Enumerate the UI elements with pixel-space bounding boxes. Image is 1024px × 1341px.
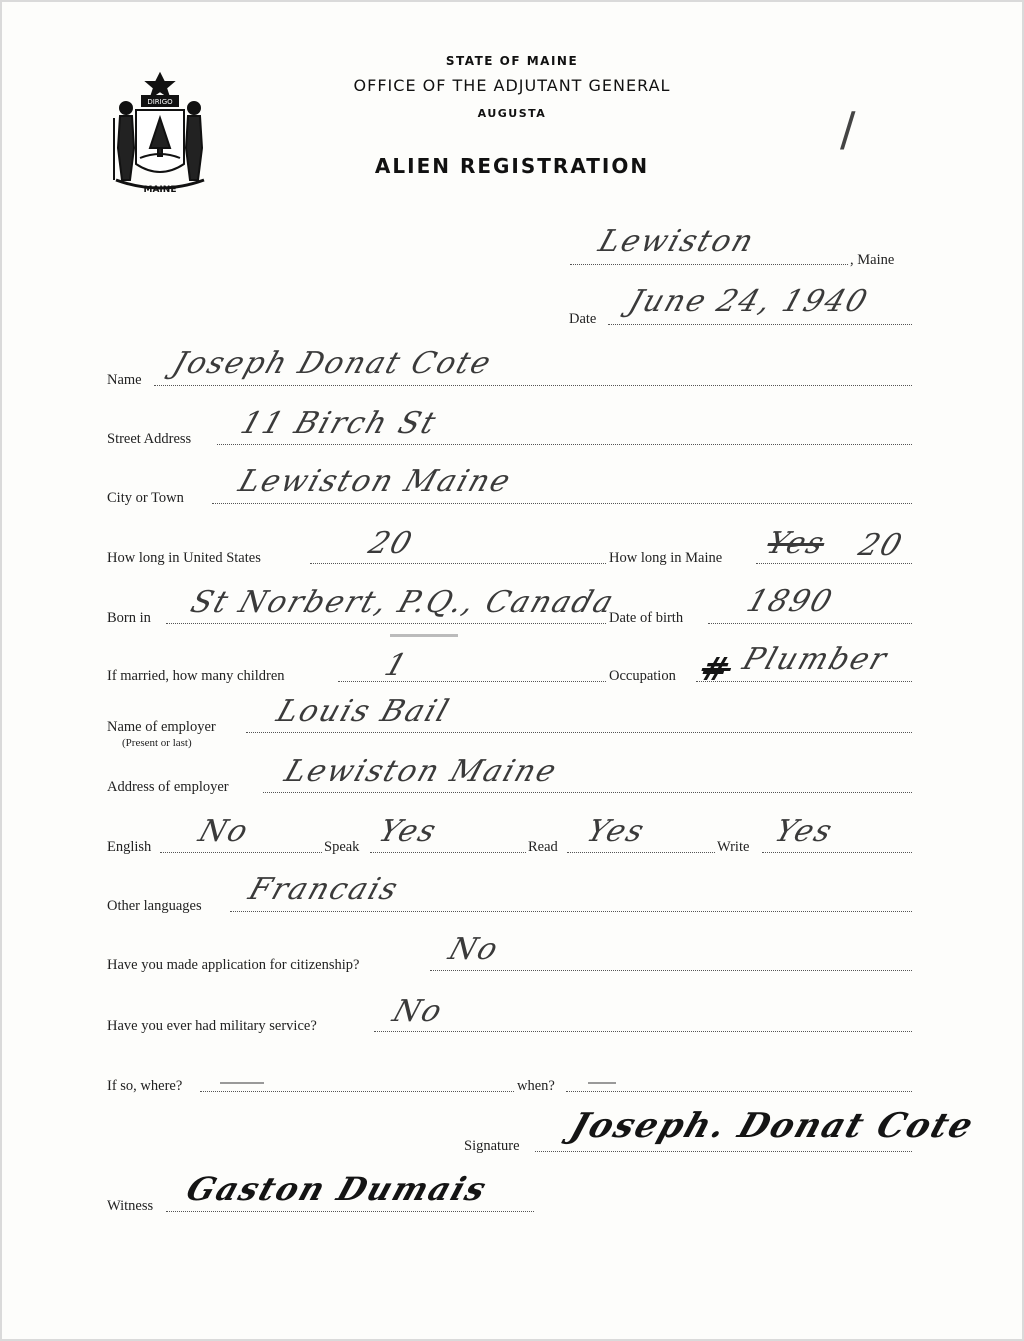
military-label: Have you ever had military service? (107, 1018, 317, 1034)
town-line (570, 264, 848, 265)
date-of-birth-line (708, 623, 912, 624)
town-value: Lewiston (594, 224, 760, 259)
other-languages-label: Other languages (107, 898, 202, 914)
employer-line (246, 732, 912, 733)
signature-label: Signature (464, 1138, 520, 1154)
witness-line (166, 1211, 534, 1212)
speak-label: Speak (324, 839, 360, 855)
citizenship-value: No (444, 932, 504, 967)
if-so-where-line (200, 1091, 514, 1092)
speak-value: Yes (374, 814, 443, 849)
if-so-where-label: If so, where? (107, 1078, 183, 1094)
corner-check-mark: / (840, 102, 856, 156)
employer-address-line (263, 792, 912, 793)
city-value: Lewiston Maine (234, 464, 517, 499)
date-line (608, 324, 912, 325)
date-label: Date (569, 311, 597, 327)
occupation-line (696, 681, 912, 682)
occupation-value: Plumber (738, 642, 893, 677)
english-value: No (194, 814, 254, 849)
born-in-label: Born in (107, 610, 151, 626)
witness-value: Gaston Dumais (181, 1170, 493, 1208)
born-in-value: St Norbert, P.Q., Canada (186, 585, 620, 620)
military-line (374, 1031, 912, 1032)
occupation-label: Occupation (609, 668, 676, 684)
speak-line (370, 852, 526, 853)
how-long-us-line (310, 563, 606, 564)
date-of-birth-label: Date of birth (609, 610, 684, 626)
street-label: Street Address (107, 431, 192, 447)
street-line (217, 444, 912, 445)
employer-address-label: Address of employer (107, 779, 229, 795)
street-value: 11 Birch St (236, 406, 442, 441)
citizenship-label: Have you made application for citizenship? (107, 957, 360, 973)
how-long-maine-line (756, 563, 912, 564)
how-long-maine-struck: Yes (762, 526, 831, 561)
born-in-underline-mark (390, 634, 458, 637)
name-label: Name (107, 372, 142, 388)
witness-label: Witness (107, 1198, 154, 1214)
when-line (566, 1091, 912, 1092)
born-in-line (166, 623, 606, 624)
read-label: Read (528, 839, 558, 855)
write-value: Yes (770, 814, 839, 849)
name-line (154, 385, 912, 386)
english-line (160, 852, 322, 853)
citizenship-line (430, 970, 912, 971)
if-so-where-dash (220, 1082, 264, 1084)
write-line (762, 852, 912, 853)
how-long-us-value: 20 (364, 526, 418, 561)
how-long-maine-value: 20 (854, 528, 908, 563)
read-value: Yes (582, 814, 651, 849)
signature-line (535, 1151, 912, 1152)
date-of-birth-value: 1890 (742, 584, 839, 619)
other-languages-line (230, 911, 912, 912)
employer-note: (Present or last) (122, 737, 192, 749)
employer-label: Name of employer (107, 719, 216, 735)
header-office: OFFICE OF THE ADJUTANT GENERAL (353, 76, 671, 95)
children-line (338, 681, 606, 682)
children-value: 1 (380, 648, 413, 683)
employer-address-value: Lewiston Maine (280, 754, 563, 789)
occupation-struck: # (695, 650, 737, 688)
how-long-us-label: How long in United States (107, 550, 261, 566)
when-dash (588, 1082, 616, 1084)
other-languages-value: Francais (244, 872, 404, 907)
form-title: ALIEN REGISTRATION (374, 154, 650, 178)
date-value: June 24, 1940 (624, 284, 874, 319)
seal-banner: MAINE (143, 185, 177, 195)
name-value: Joseph Donat Cote (168, 346, 497, 381)
header-state: STATE OF MAINE (445, 54, 579, 68)
seal-motto: DIRIGO (147, 98, 173, 106)
write-label: Write (717, 839, 750, 855)
city-line (212, 503, 912, 504)
city-label: City or Town (107, 490, 184, 506)
maine-label: , Maine (850, 252, 895, 268)
children-label: If married, how many children (107, 668, 285, 684)
read-line (567, 852, 715, 853)
when-label: when? (517, 1078, 555, 1094)
military-value: No (388, 994, 448, 1029)
english-label: English (107, 839, 152, 855)
header-city: AUGUSTA (477, 107, 547, 120)
how-long-maine-label: How long in Maine (609, 550, 723, 566)
employer-value: Louis Bail (272, 694, 455, 729)
signature-value: Joseph. Donat Cote (565, 1106, 980, 1146)
